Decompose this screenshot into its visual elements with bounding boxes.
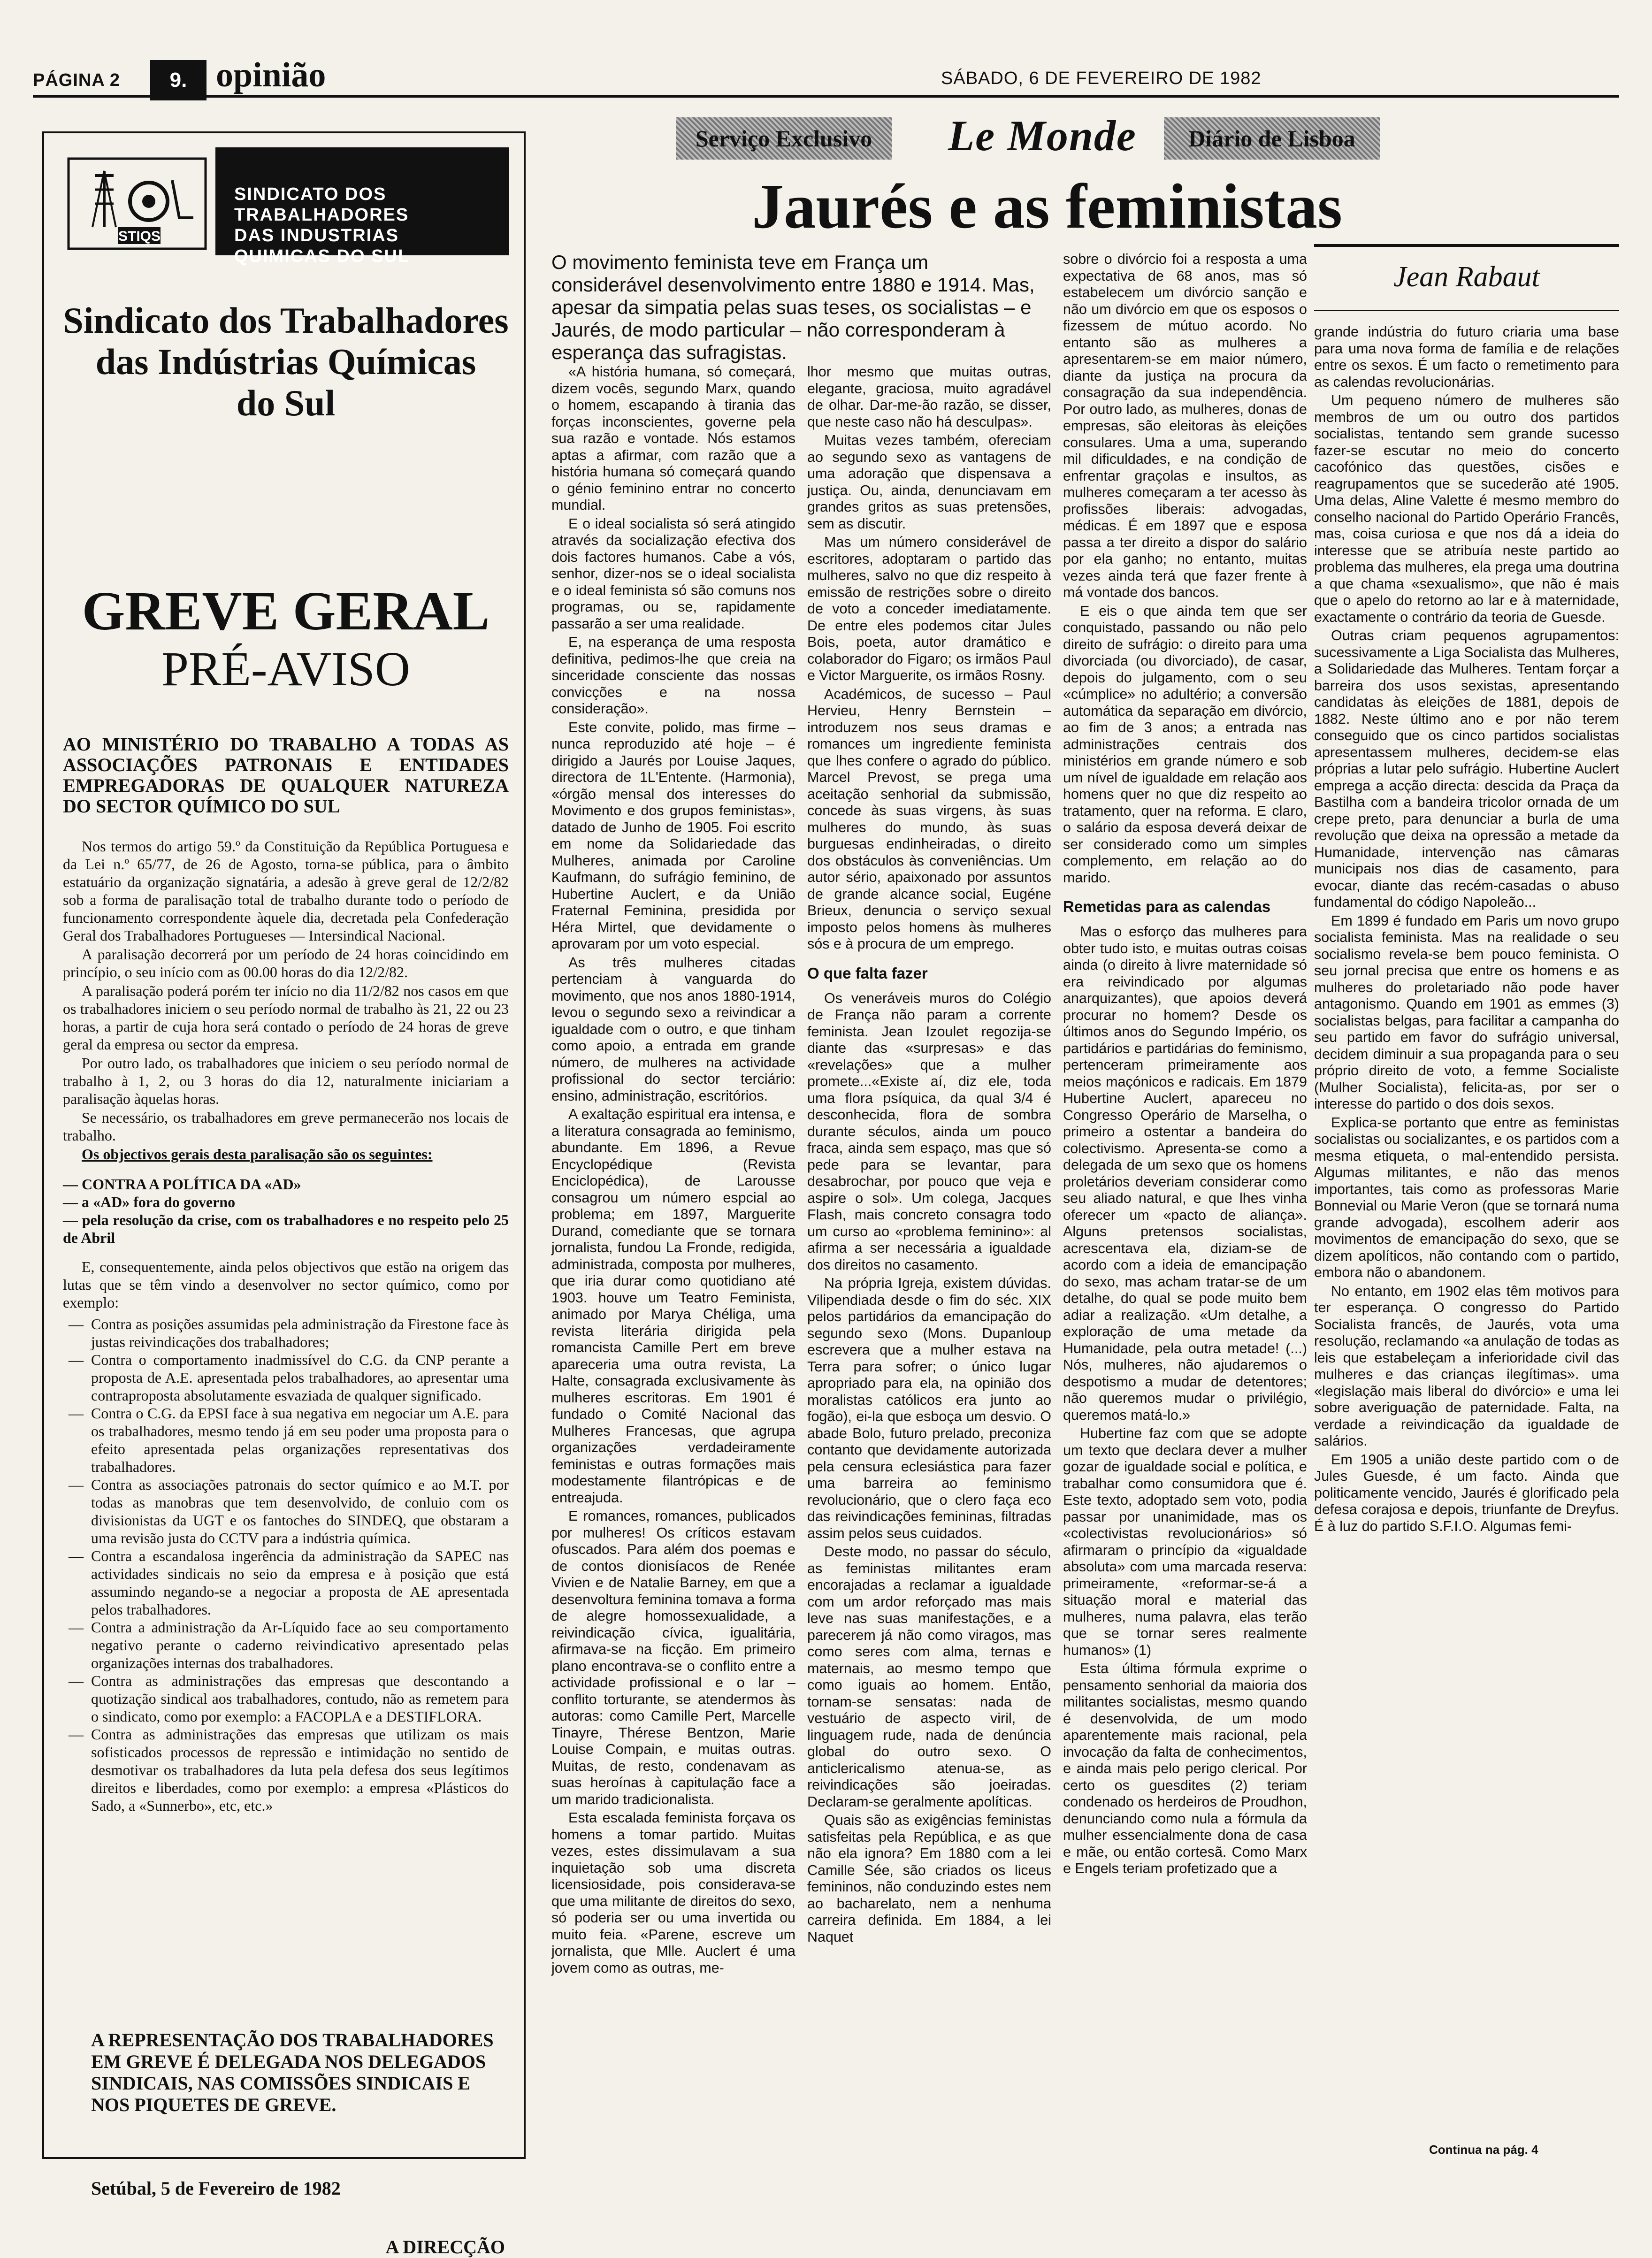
- union-header: [63, 147, 509, 266]
- article-paragraph: Hubertine faz com que se adopte um texto que declara dever a mulher gozar de igualdade social e política, e trabalhar como consumidora que é. Este texto, adoptado sem voto, podia passar por unanimidade, mas os «colectivistas revolucionários» só afirmaram o princípio da «igualdade absoluta» com uma marcada reserva: primeiramente, «reformar-se-á a situação moral e material das mulheres, numa palavra, elas terão que se tornar seres realmente humanos» (1): [1063, 1425, 1307, 1658]
- article-paragraph: E romances, romances, publicados por mulheres! Os críticos estavam ofuscados. Para além dos poemas e de contos dionisíacos de Renée Vivien e de Natalie Barney, em que a desenvoltura feminina tomava a forma de alegre homossexualidade, a reivindicação cívica, igualitária, afirmava-se na ficção. Em primeiro plano encontrava-se o conflito entre a actividade profissional e o lar – conflito torturante, se atendermos às autoras: como Camille Pert, Marcelle Tinayre, Thérese Bentzon, Marie Louise Compain, e muitas outras. Muitas, de resto, condenavam as suas heroínas à capitulação face a um marido tradicionalista.: [551, 1508, 795, 1807]
- article-paragraph: A exaltação espiritual era intensa, e a literatura consagrada ao feminismo, abundante. Em 1896, a Revue Encyclopédique (Revista Enciclopédica), de Larousse consagrou um número espcial ao problema; em 1897, Marguerite Durand, comediante que se tornara jornalista, fundou La Fronde, redigida, administrada, composta por mulheres, que iria durar como quotidiano até 1903. houve um Teatro Feminista, animado por Marya Chéliga, uma revista literária dirigida pela romancista Camille Pert em breve apareceria uma outra revista, La Halte, consagrada exclusivamente às mulheres escritoras. Em 1901 é fundado o Comité Nacional das Mulheres Francesas, que agrupa organizações verdadeiramente feministas e outras formações mais modestamente filantrópicas e de entreajuda.: [551, 1106, 795, 1506]
- page-number-box: 9.: [150, 60, 206, 100]
- notice-paragraph: Se necessário, os trabalhadores em greve permanecerão nos locais de trabalho.: [63, 1109, 509, 1144]
- notice-place-date: Setúbal, 5 de Fevereiro de 1982: [91, 2178, 341, 2199]
- article-lead: O movimento feminista teve em França um considerável desenvolvimento entre 1880 e 1914. Mas, apesar da simpatia pelas suas teses, os socialistas – e Jaurés, de modo particular – não corresponderam à esperança das sufragistas.: [551, 251, 1035, 363]
- article-paragraph: Um pequeno número de mulheres são membros de um ou outro dos partidos socialistas, tentando sem grande sucesso fazer-se escutar no meio do concerto cacofónico das questões, cisões e reagrupamentos que se sucederão até 1905. Uma delas, Aline Valette é mesmo membro do conselho nacional do Partido Operário Francês, mas, coisa curiosa e que nos dá a ideia do interesse que se atribuía neste partido ao problema das mulheres, ela prega uma doutrina a que chama «sexualismo», que não é mais que o apelo do retorno ao lar e à maternidade, exactamente o contrário da teoria de Guesde.: [1314, 392, 1619, 625]
- article-paragraph: As três mulheres citadas pertenciam à vanguarda do movimento, que nos anos 1880-1914, levou o segundo sexo a reivindicar a igualdade com o outro, e que tinham como apoio, a entrada em grande número, de mulheres na actividade profissional do sector terciário: ensino, administração, escritórios.: [551, 954, 795, 1104]
- article-paragraph: «A história humana, só começará, dizem vocês, segundo Marx, quando o homem, escapando à tirania das forças inconscientes, governe pela sua razão e vontade. Nós estamos aptas a afirmar, com razão que a história humana só começará quando o génio feminino entrar no concerto mundial.: [551, 364, 795, 513]
- article-paragraph: Explica-se portanto que entre as feministas socialistas ou socializantes, e os partidos com a mesma etiqueta, o mal-entendido persista. Algumas militantes, e não das menos importantes, tais como as professoras Marie Bonnevial ou Marie Veron (que se tornará numa grande advogada), escolhem aderir aos movimentos de emancipação do sexo, que se dizem apolíticos, não contando com o partido, embora não o abandonem.: [1314, 1114, 1619, 1280]
- union-full-name: [63, 300, 509, 424]
- notice-addressees: AO MINISTÉRIO DO TRABALHO A TODAS AS ASSOCIAÇÕES PATRONAIS E ENTIDADES EMPREGADORAS DE QUALQUER NATUREZA DO SECTOR QUÍMICO DO SUL: [63, 734, 509, 817]
- slogan: — a «AD» fora do governo: [63, 1194, 236, 1210]
- union-name-box: [215, 147, 509, 266]
- article-paragraph: lhor mesmo que muitas outras, elegante, graciosa, muito agradável de olhar. Dar-me-ão razão, se disser, que neste caso não há desculpas».: [807, 364, 1051, 430]
- article-paragraph: Outras criam pequenos agrupamentos: sucessivamente a Liga Socialista das Mulheres, a Solidariedade das Mulheres. Tentam forçar a barreira dos usos sexistas, apresentando candidatas às eleições de 1881, depois de 1882. Neste último ano e por não terem conseguido que os cinco partidos socialistas apresentassem mulheres, decidem-se elas próprias a lutar pelo sufrágio. Hubertine Auclert emprega a acção directa: descida da Praça da Bastilha com a bandeira tricolor ornada de um crepe preto, para denunciar a burla de uma revolução que deixa na opressão a metade da Humanidade, intervenção nas câmaras municipais nos dias de casamento, para evocar, diante das recém-casadas o abuso fundamental do código Napoleão...: [1314, 628, 1619, 910]
- sector-item: — Contra as posições assumidas pela administração da Firestone face às justas reivindicações dos trabalhadores;: [63, 1315, 509, 1351]
- sector-item: — Contra as administrações das empresas que utilizam os mais sofisticados processos de repressão e intimidação no sentido de desmotivar os trabalhadores da luta pela defesa dos seus legítimos direitos e liberdades, como por exemplo: a empresa «Plásticos do Sado, a «Sunnerbo», etc, etc.»: [63, 1725, 509, 1814]
- union-box-line: SINDICATO DOS TRABALHADORES: [234, 184, 409, 225]
- union-name-line: do Sul: [236, 383, 336, 423]
- article-paragraph: Quais são as exigências feministas satisfeitas pela República, e as que não ela ignora? Em 1880 com a lei Camille Sée, são criados os liceus femininos, não conduzindo estes nem ao bacharelato, nem a nenhuma carreira definida. Em 1884, a lei Naquet: [807, 1812, 1051, 1945]
- union-strike-notice: [42, 131, 526, 2258]
- strike-headline: GREVE GERAL: [82, 580, 490, 642]
- union-box-line: QUIMICAS DO SUL: [234, 246, 410, 266]
- article-paragraph: Mas o esforço das mulheres para obter tudo isto, e muitas outras coisas ainda (o direito à livre maternidade só era reivindicado por algumas anarquizantes), que apoios deverá procurar no homem? Desde os últimos anos do Segundo Império, os partidários e partidárias do feminismo, pertenceram primeiramente aos meios maçónicos e radicais. Em 1879 Hubertine Auclert, apareceu no Congresso Operário de Marselha, o primeiro a ostentar a bandeira do colectivismo. Apresenta-se como a delegada de um sexo que os homens proletários deveriam considerar como seu aliado natural, e que lhes vinha oferecer um «pacto de aliança». Alguns pretensos socialistas, acrescentava ela, diziam-se de acordo com a ideia de emancipação do sexo, mas acham tratar-se de um detalhe, do qual se pode muito bem adiar a realização. «Um detalhe, a exploração de uma metade da Humanidade, pela outra metade! (...) Nós, mulheres, não ajudaremos o despotismo a mudar de detentores; não queremos mudar o privilégio, queremos matá-lo.»: [1063, 924, 1307, 1423]
- article-author: Jean Rabaut: [1393, 261, 1540, 293]
- article-banner: [676, 113, 1600, 164]
- masthead-le-monde: Le Monde: [948, 112, 1137, 160]
- article-paragraph: Na própria Igreja, existem dúvidas. Vilipendiada desde o fim do séc. XIX pelos partidários da emancipação do segundo sexo (Mons. Dupanloup escrevera que a mulher estava na Terra para sofrer; o único lugar apropriado para ela, na opinião dos moralistas católicos era junto ao fogão), ei-la que esboça um desvio. O abade Bolo, futuro prelado, preconiza contanto que devidamente autorizada pela censura eclesiástica para fazer uma barreira ao feminismo revolucionário, que o clero faça eco das reivindicações femininas, filtradas assim pelos seus cuidados.: [807, 1275, 1051, 1541]
- article-column-3: [1063, 251, 1307, 2147]
- slogan: — pela resolução da crise, com os trabalhadores e no respeito pelo 25 de Abril: [63, 1211, 509, 1246]
- article-subheading: O que falta fazer: [807, 964, 928, 982]
- article-paragraph: Mas um número considerável de escritores, adoptaram o partido das mulheres, salvo no que diz respeito à emissão de restrições sobre o direito de voto a conceder imediatamente. De entre eles podemos citar Jules Bois, poeta, autor dramático e colaborador do Figaro; os irmãos Paul e Victor Marguerite, os irmãos Rosny.: [807, 534, 1051, 683]
- notice-closing: A REPRESENTAÇÃO DOS TRABALHADORES EM GREVE É DELEGADA NOS DELEGADOS SINDICAIS, NAS COMISSÕES SINDICAIS E NOS PIQUETES DE GREVE.: [91, 2029, 494, 2115]
- article-paragraph: E o ideal socialista só será atingido através da socialização efectiva dos dois factores humanos. Cabe a vós, senhor, dizer-nos se o ideal socialista e o ideal feminista só são comuns nos programas, ou se, rapidamente passarão a ser uma realidade.: [551, 515, 795, 632]
- article-paragraph: Esta última fórmula exprime o pensamento senhorial da maioria dos militantes socialistas, mesmo quando é desenvolvida, de um modo aparentemente mais racional, pela invocação da falta de conhecimentos, e ainda mais pelo perigo clerical. Por certo os guesdites (2) teriam condenado os herdeiros de Proudhon, denunciando como nula a fórmula da mulher essencialmente dona de casa e mãe, ou então cortesã. Como Marx e Engels teriam profetizado que a: [1063, 1661, 1307, 1876]
- article-paragraph: Esta escalada feminista forçava os homens a tomar partido. Muitas vezes, estes dissimulavam a sua inquietação sob uma discreta licensiosidade, pois considerava-se que uma militante de direitos do sexo, só poderia ser ou uma invertida ou muito feia. «Parene, escreve um jornalista, que Mlle. Auclert é uma jovem como as outras, me-: [551, 1810, 795, 1976]
- article-column-4: [1314, 324, 1619, 2136]
- article-paragraph: Muitas vezes também, ofereciam ao segundo sexo as vantagens de uma adoração que dispensava a justiça. Ou, ainda, denunciavam em grandes gritos as suas pretensões, sem as discutir.: [807, 432, 1051, 532]
- notice-body: [63, 837, 509, 1814]
- page-header: [33, 55, 1619, 98]
- article-paragraph: sobre o divórcio foi a resposta a uma expectativa de 68 anos, mas só estabelecem um divórcio sanção e não um divórcio em que os esposos o fizessem de mútuo acordo. No entanto são as mulheres a apresentarem-se em maior número, diante da justiça na procura da consagração da sua independência. Por outro lado, as mulheres, donas de empresas, são eleitoras às eleições consulares. Uma a uma, superando mil dificuldades, e na condição de enfrentar graçolas e insultos, as mulheres começaram a ter acesso às profissões liberais: advogadas, médicas. É em 1897 que e esposa passa a ter direito a dispor do salário por ela ganho; no entanto, muitas vezes ainda terá que fazer frente à má vontade dos bancos.: [1063, 251, 1307, 600]
- objectives-title: Os objectivos gerais desta paralisação são os seguintes:: [82, 1146, 433, 1163]
- article-paragraph: Em 1899 é fundado em Paris um novo grupo socialista feminista. Mas na realidade o seu socialismo revela-se bem pouco feminista. O seu jornal precisa que entre os homens e as mulheres do proletariado não pode haver antagonismo. Quando em 1901 as emmes (3) socialistas belgas, para facilitar a campanha do seu partido em favor do sufrágio universal, decidem diminuir a sua propaganda para o seu próprio direito de voto, a femme Socialiste (Mulher Socialista), felicita-as, por ser o interesse do partido o dos dois sexos.: [1314, 912, 1619, 1112]
- service-label: Serviço Exclusivo: [676, 117, 892, 160]
- sector-item: — Contra a administração da Ar-Líquido face ao seu comportamento negativo perante o caderno reivindicativo apresentado pelas organizações internas dos trabalhadores.: [63, 1618, 509, 1672]
- slogans: [63, 1175, 509, 1247]
- sector-item: — Contra o comportamento inadmissível do C.G. da CNP perante a proposta de A.E. apresentada pelos trabalhadores, ao apresentar uma contraproposta absolutamente esvaziada de qualquer significado.: [63, 1351, 509, 1404]
- strike-subheadline: PRÉ-AVISO: [161, 642, 410, 696]
- page-label: PÁGINA 2: [33, 70, 121, 90]
- article-paragraph: Deste modo, no passar do século, as feministas militantes eram encorajadas a reclamar a igualdade com um ardor reforçado mas mais leve nas suas manifestações, e a parecerem já não como viragos, mas como seres com alma, ternas e maternais, ao mesmo tempo que como iguais ao homem. Então, tornam-se sensatas: nada de vestuário de aspecto viril, de linguagem rude, nada de denúncia global do outro sexo. O anticlericalismo atenua-se, as reivindicações são joeiradas. Declaram-se geralmente apolíticas.: [807, 1544, 1051, 1810]
- notice-paragraph: Por outro lado, os trabalhadores que iniciem o seu período normal de trabalho à 1, 2, ou 3 horas do dia 12, naturalmente iniciariam a paralisação àquelas horas.: [63, 1055, 509, 1107]
- svg-text:STIQS: STIQS: [118, 229, 161, 244]
- sector-list: [63, 1315, 509, 1814]
- notice-paragraph: A paralisação decorrerá por um período de 24 horas coincidindo em princípio, o seu início com as 00.00 horas do dia 12/2/82.: [63, 946, 509, 980]
- divider: [1314, 244, 1619, 247]
- article-paragraph: Este convite, polido, mas firme – nunca reproduzido até hoje – é dirigido a Jaurés por Louise Jaques, directora de 1L'Entente. (Harmonia), «órgão mensal dos interesses do Movimento e dos grupos feministas», datado de Junho de 1905. Foi escrito em nome da Solidariedade das Mulheres, animada por Caroline Kaufmann, do sufrágio feminino, de Hubertine Auclert, e da União Fraternal Feminina, presidida por Héra Mirtel, que devidamente o aprovaram por um voto especial.: [551, 719, 795, 952]
- article-column-1: [551, 364, 795, 2147]
- divider: [1314, 310, 1619, 311]
- union-box-line: DAS INDUSTRIAS: [234, 226, 399, 245]
- article-paragraph: Em 1905 a união deste partido com o de Jules Guesde, é um facto. Ainda que politicamente vencido, Jaurés é glorificado pela defesa corajosa e depois, triunfante de Dreyfus. É à luz do partido S.F.I.O. Algumas femi-: [1314, 1451, 1619, 1534]
- article-paragraph: Académicos, de sucesso – Paul Hervieu, Henry Bernstein – introduzem nos seus dramas e romances um ingrediente feminista que lhes confere o agrado do público. Marcel Prevost, se prega uma aceitação senhorial da submissão, concede às suas virgens, às suas mulheres do mundo, às suas burguesas endinheiradas, o direito dos obstáculos às conveniências. Um autor sério, apaixonado por assuntos de grande alcance social, Eugéne Brieux, denuncia o serviço sexual imposto pelos homens às mulheres sós e à procura de um emprego.: [807, 686, 1051, 952]
- union-logo-icon: [67, 157, 207, 251]
- article-paragraph: Os veneráveis muros do Colégio de França não param a corrente feminista. Jean Izoulet regozija-se diante das «surpresas» e das «revelações» que a mulher promete...«Existe aí, diz ele, toda uma flora psíquica, da qual 3/4 é desconhecida, flora de sombra durante séculos, ainda um pouco fraca, ainda sem espaço, mas que só pede para se levantar, para desabrochar, por pouco que veja e aspire o sol». Um colega, Jacques Flash, mais concreto consagra todo um curso ao «problema feminino»: al afirma a ser necessária a igualdade dos direitos no casamento.: [807, 990, 1051, 1273]
- sector-intro: E, consequentemente, ainda pelos objectivos que estão na origem das lutas que se têm vindo a desenvolver no sector químico, como por exemplo:: [63, 1258, 509, 1311]
- issue-date: SÁBADO, 6 DE FEVEREIRO DE 1982: [941, 69, 1262, 88]
- sector-item: — Contra as associações patronais do sector químico e ao M.T. por todas as manobras que tem desenvolvido, de conluio com os divisionistas da UGT e os fantoches do SINDEQ, que obstaram a uma revisão justa do CCTV para a indústria química.: [63, 1476, 509, 1547]
- article-paragraph: E eis o que ainda tem que ser conquistado, passando ou não pelo direito de sufrágio: o direito para uma divorciada (ou divorciado), de casar, depois do julgamento, com o seu «cúmplice» no adultério; a conversão automática da separação em divórcio, ao fim de 3 anos; a entrada nas administrações centrais dos ministérios em grande número e sob um nível de igualdade em relação aos homens quer no que diz respeito ao tratamento, quer na reforma. E claro, o salário da esposa deverá deixar de ser considerado como um simples complemento, em relação ao do marido.: [1063, 603, 1307, 886]
- article-subheading: Remetidas para as calendas: [1063, 898, 1271, 915]
- partner-label: Diário de Lisboa: [1164, 117, 1380, 160]
- continued-note: Continua na pág. 4: [1429, 2143, 1538, 2157]
- notice-paragraph: Nos termos do artigo 59.º da Constituição da República Portuguesa e da Lei n.º 65/77, de 26 de Agosto, torna-se pública, para o âmbito estatuário da organização signatária, a adesão à greve geral de 12/2/82 sob a forma de paralisação total de trabalho durante todo o período de funcionamento correspondente àquele dia, decretada pela Confederação Geral dos Trabalhadores Portugueses — Intersindical Nacional.: [63, 838, 509, 944]
- sector-item: — Contra a escandalosa ingerência da administração da SAPEC nas actividades sindicais no seio da empresa e à posição que está assumindo negando-se a negociar a proposta de AE apresentada pelos trabalhadores.: [63, 1547, 509, 1618]
- union-name-line: das Indústrias Químicas: [95, 341, 476, 382]
- sector-item: — Contra o C.G. da EPSI face à sua negativa em negociar um A.E. para os trabalhadores, mesmo tendo já em seu poder uma proposta para o efeito apresentada pelas organizações representativas dos trabalhadores.: [63, 1404, 509, 1476]
- article-column-2: [807, 364, 1051, 2147]
- section-title: opinião: [216, 56, 326, 94]
- slogan: — CONTRA A POLÍTICA DA «AD»: [63, 1176, 301, 1193]
- article-title: Jaurés e as feministas: [752, 171, 1342, 242]
- article-paragraph: E, na esperança de uma resposta definitiva, pedimos-lhe que creia na sinceridade consciente das nossas convicções e na nossa consideração».: [551, 634, 795, 717]
- article-paragraph: No entanto, em 1902 elas têm motivos para ter esperança. O congresso do Partido Socialista francês, de Jaurés, vota uma resolução, reclamando «a anulação de todas as leis que estabeleçam a inferioridade civil das mulheres e das crianças ilegítimas». uma «legislação mais liberal do divórcio» e uma lei sobre averiguação de paternidade. Falta, na verdade a reivindicação da igualdade de salários.: [1314, 1283, 1619, 1449]
- notice-signature: A DIRECÇÃO: [385, 2236, 505, 2258]
- sector-item: — Contra as administrações das empresas que descontando a quotização sindical aos trabalhadores, contudo, não as remetem para o sindicato, como por exemplo: a FACOPLA e a DESTIFLORA.: [63, 1672, 509, 1725]
- article-paragraph: grande indústria do futuro criaria uma base para uma nova forma de família e de relações entre os sexos. É um facto o remetimento para as calendas revolucionárias.: [1314, 324, 1619, 390]
- notice-paragraph: A paralisação poderá porém ter início no dia 11/2/82 nos casos em que os trabalhadores iniciem o seu período normal de trabalho às 21, 22 ou 23 horas, a partir de cuja hora será contado o período de 24 horas de greve geral da empresa ou sector da empresa.: [63, 982, 509, 1053]
- union-name-line: Sindicato dos Trabalhadores: [63, 300, 509, 341]
